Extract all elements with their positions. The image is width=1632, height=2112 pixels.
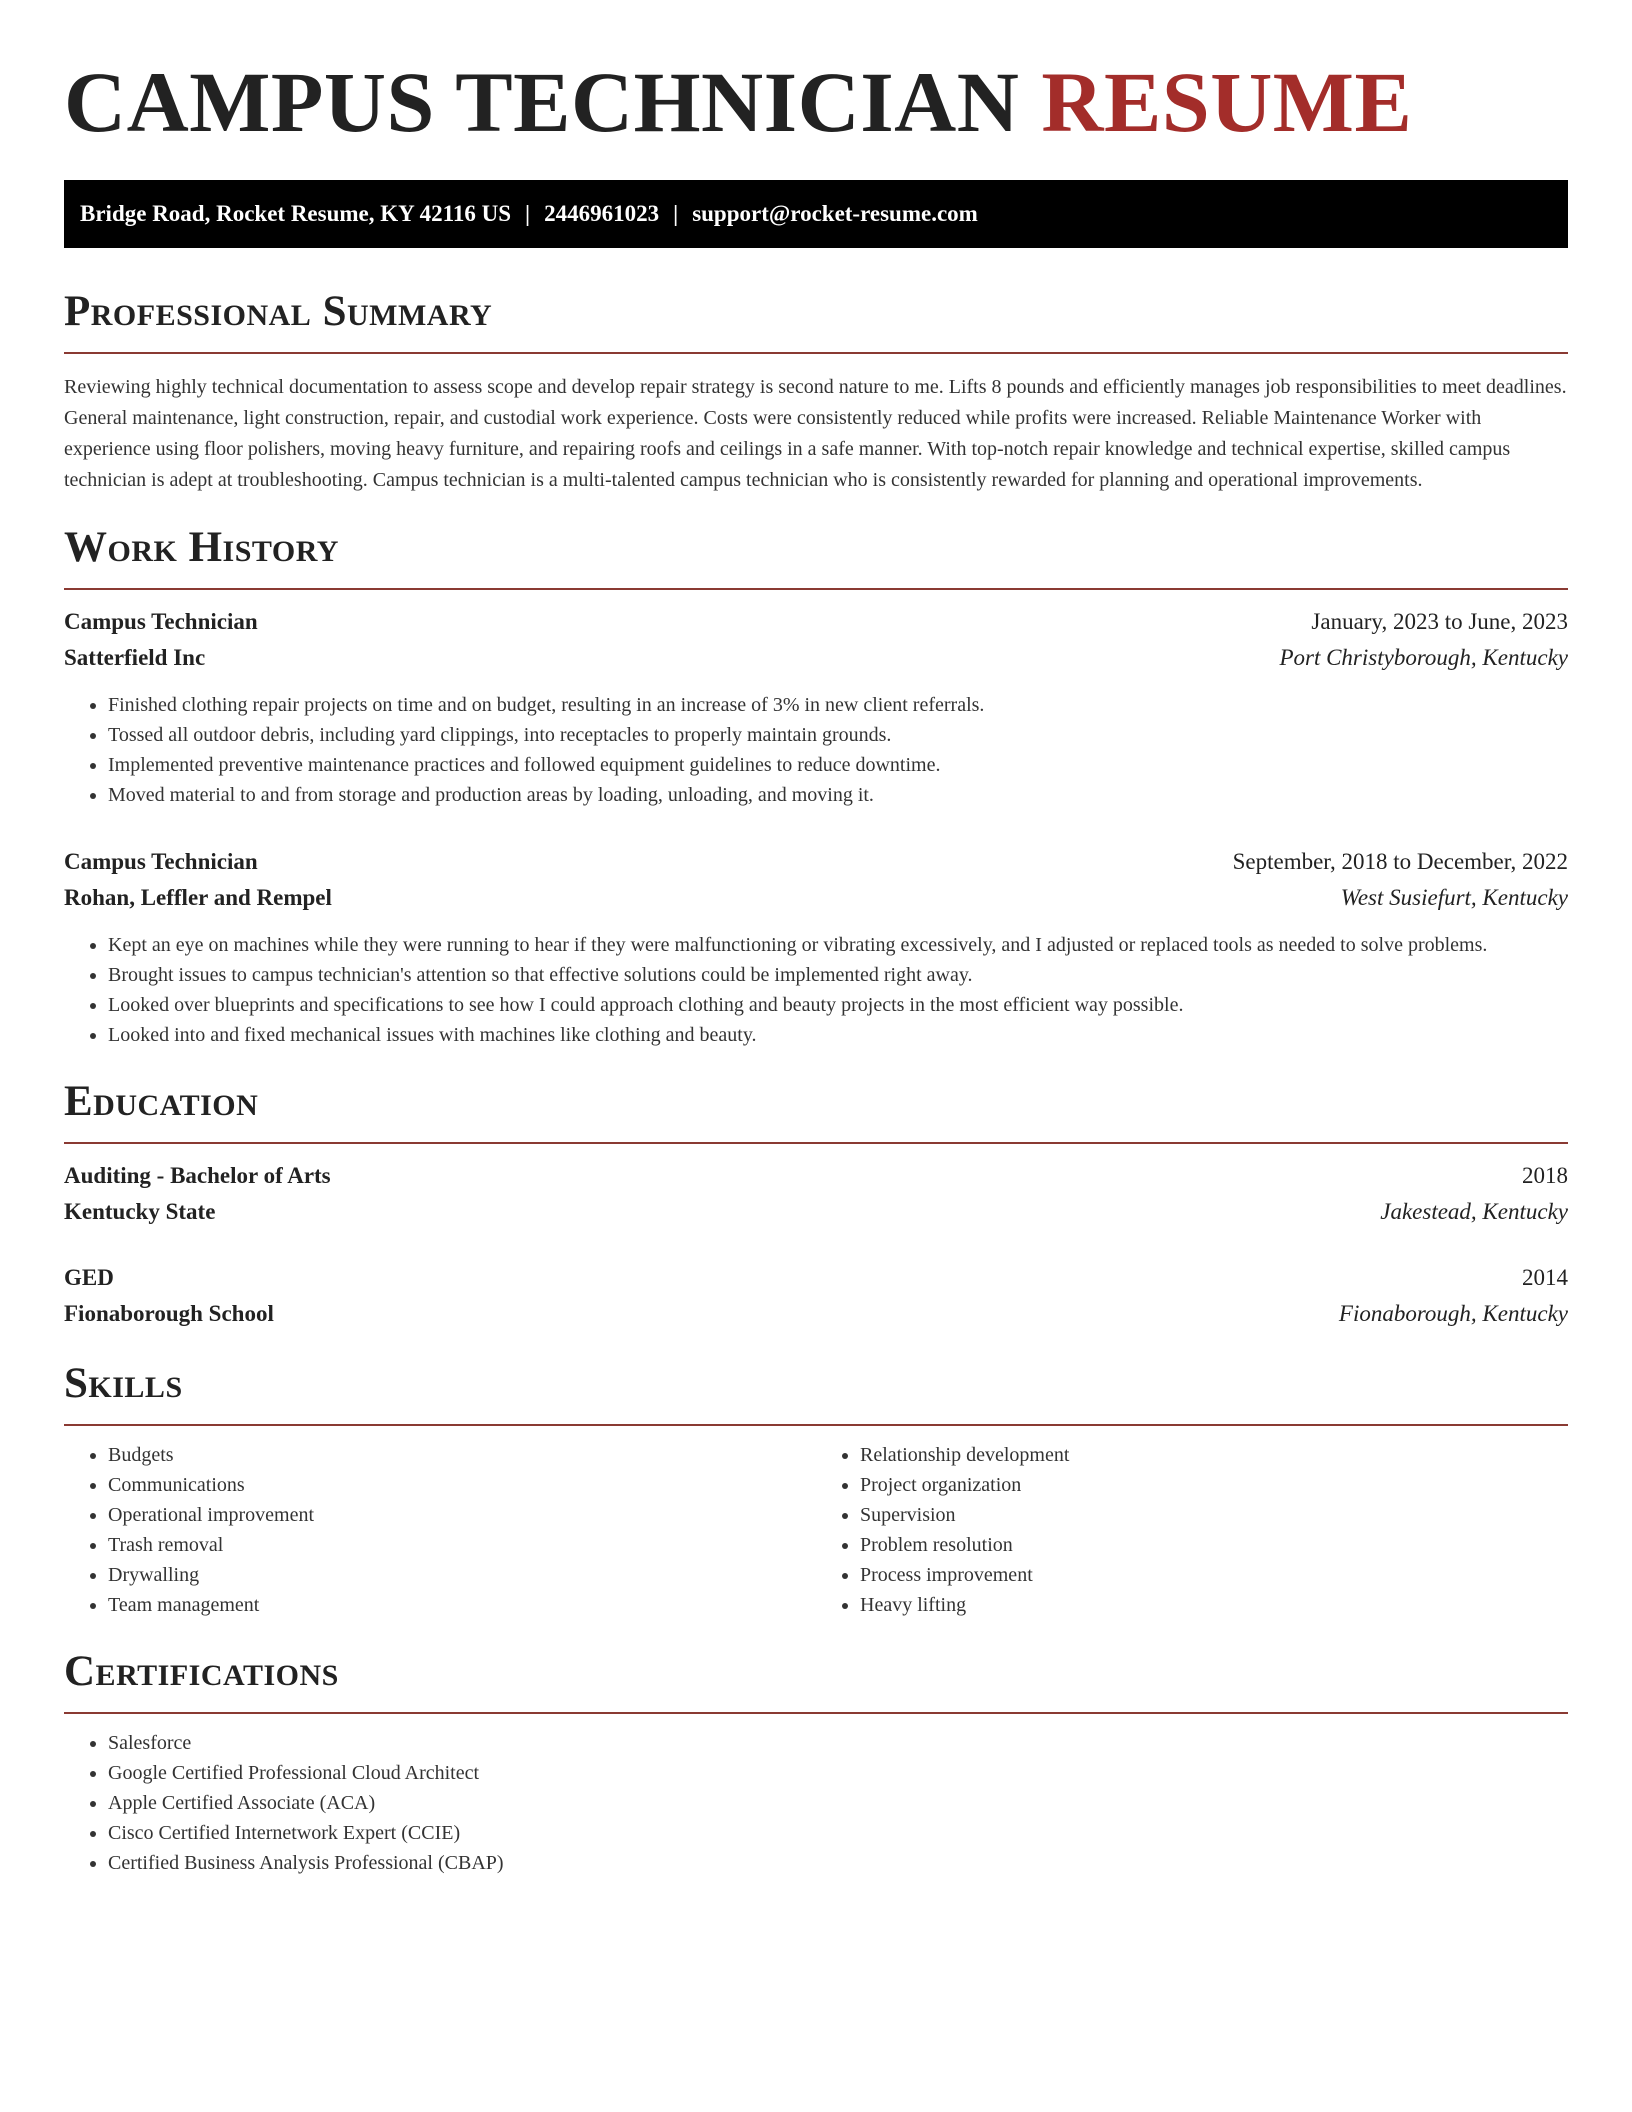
skills-section bbox=[64, 1360, 1568, 1620]
education-school-row bbox=[64, 1296, 1568, 1332]
skill-item: • Budgets bbox=[108, 1440, 816, 1470]
skill-item: • Relationship development bbox=[860, 1440, 1568, 1470]
certification-item: • Cisco Certified Internetwork Expert (CCIE) bbox=[108, 1818, 1568, 1848]
job-company-row bbox=[64, 640, 1568, 676]
job-bullets bbox=[64, 690, 1568, 810]
job-bullet: • Brought issues to campus technician's attention so that effective solutions could be implemented right away. bbox=[108, 960, 1568, 990]
skill-item: • Trash removal bbox=[108, 1530, 816, 1560]
job-bullet: • Implemented preventive maintenance practices and followed equipment guidelines to reduce downtime. bbox=[108, 750, 1568, 780]
title-accent: RESUME bbox=[1041, 54, 1413, 150]
education-year: 2018 bbox=[1522, 1163, 1568, 1188]
education-heading: Education bbox=[64, 1078, 259, 1125]
skill-item: • Drywalling bbox=[108, 1560, 816, 1590]
education-year: 2014 bbox=[1522, 1265, 1568, 1290]
education-entry bbox=[64, 1260, 1568, 1332]
job-bullet: • Looked into and fixed mechanical issues with machines like clothing and beauty. bbox=[108, 1020, 1568, 1050]
work-history-heading: Work History bbox=[64, 524, 339, 571]
job-title: Campus Technician bbox=[64, 849, 258, 874]
job-dates: September, 2018 to December, 2022 bbox=[1232, 849, 1568, 874]
resume-title bbox=[64, 52, 1568, 152]
job-bullet: • Moved material to and from storage and production areas by loading, unloading, and moving it. bbox=[108, 780, 1568, 810]
job-title-row bbox=[64, 844, 1568, 880]
section-divider bbox=[64, 588, 1568, 590]
job-title: Campus Technician bbox=[64, 609, 258, 634]
job-bullets bbox=[64, 930, 1568, 1050]
section-divider bbox=[64, 1424, 1568, 1426]
summary-heading: Professional Summary bbox=[64, 288, 493, 335]
certification-item: • Salesforce bbox=[108, 1728, 1568, 1758]
title-main: CAMPUS TECHNICIAN bbox=[64, 54, 1020, 150]
skill-item: • Operational improvement bbox=[108, 1500, 816, 1530]
skill-item: • Process improvement bbox=[860, 1560, 1568, 1590]
job-title-row bbox=[64, 604, 1568, 640]
skills-list-right bbox=[816, 1440, 1568, 1620]
job-company: Satterfield Inc bbox=[64, 645, 206, 670]
contact-separator: | bbox=[525, 201, 531, 226]
summary-text: Reviewing highly technical documentation to assess scope and develop repair strategy is second nature to me. Lifts 8 pounds and efficiently manages job responsibilities to meet deadlines. General maintenance, light construction, repair, and custodial work experience. Costs were consistently reduced while profits were increased. Reliable Maintenance Worker with experience using floor polishers, moving heavy furniture, and repairing roofs and ceilings in a safe manner. With top-notch repair knowledge and technical expertise, skilled campus technician is adept at troubleshooting. Campus technician is a multi-talented campus technician who is consistently rewarded for planning and operational improvements. bbox=[64, 376, 1567, 491]
education-school: Kentucky State bbox=[64, 1199, 216, 1224]
skills-heading: Skills bbox=[64, 1360, 183, 1407]
education-degree: Auditing - Bachelor of Arts bbox=[64, 1163, 331, 1188]
certifications-heading: Certifications bbox=[64, 1648, 339, 1695]
skill-item: • Project organization bbox=[860, 1470, 1568, 1500]
section-divider bbox=[64, 352, 1568, 354]
education-degree-row bbox=[64, 1158, 1568, 1194]
contact-address: Bridge Road, Rocket Resume, KY 42116 US bbox=[80, 201, 512, 226]
skill-item: • Problem resolution bbox=[860, 1530, 1568, 1560]
skills-grid bbox=[64, 1440, 1568, 1620]
job-dates: January, 2023 to June, 2023 bbox=[1311, 609, 1568, 634]
education-section bbox=[64, 1078, 1568, 1332]
certifications-section bbox=[64, 1648, 1568, 1878]
education-degree: GED bbox=[64, 1265, 114, 1290]
contact-separator: | bbox=[673, 201, 679, 226]
job-entry bbox=[64, 604, 1568, 810]
certification-item: • Apple Certified Associate (ACA) bbox=[108, 1788, 1568, 1818]
skill-item: • Team management bbox=[108, 1590, 816, 1620]
job-company-row bbox=[64, 880, 1568, 916]
education-entry bbox=[64, 1158, 1568, 1230]
job-entry bbox=[64, 844, 1568, 1050]
work-history-section bbox=[64, 524, 1568, 1050]
skill-item: • Communications bbox=[108, 1470, 816, 1500]
education-location: Fionaborough, Kentucky bbox=[1338, 1301, 1568, 1326]
job-location: Port Christyborough, Kentucky bbox=[1279, 645, 1568, 670]
job-bullet: • Tossed all outdoor debris, including yard clippings, into receptacles to properly maintain grounds. bbox=[108, 720, 1568, 750]
skill-item: • Heavy lifting bbox=[860, 1590, 1568, 1620]
skill-item: • Supervision bbox=[860, 1500, 1568, 1530]
education-school-row bbox=[64, 1194, 1568, 1230]
certification-item: • Google Certified Professional Cloud Architect bbox=[108, 1758, 1568, 1788]
certification-item: • Certified Business Analysis Professional (CBAP) bbox=[108, 1848, 1568, 1878]
education-school: Fionaborough School bbox=[64, 1301, 274, 1326]
job-company: Rohan, Leffler and Rempel bbox=[64, 885, 332, 910]
skills-list-left bbox=[64, 1440, 816, 1620]
summary-section bbox=[64, 288, 1568, 496]
job-bullet: • Kept an eye on machines while they were running to hear if they were malfunctioning or vibrating excessively, and I adjusted or replaced tools as needed to solve problems. bbox=[108, 930, 1568, 960]
section-divider bbox=[64, 1142, 1568, 1144]
education-degree-row bbox=[64, 1260, 1568, 1296]
education-location: Jakestead, Kentucky bbox=[1380, 1199, 1568, 1224]
contact-email: support@rocket-resume.com bbox=[692, 201, 978, 226]
certifications-list bbox=[64, 1728, 1568, 1878]
job-location: West Susiefurt, Kentucky bbox=[1340, 885, 1568, 910]
contact-phone: 2446961023 bbox=[544, 201, 660, 226]
job-bullet: • Looked over blueprints and specifications to see how I could approach clothing and beauty projects in the most efficient way possible. bbox=[108, 990, 1568, 1020]
contact-bar bbox=[64, 180, 1568, 248]
section-divider bbox=[64, 1712, 1568, 1714]
job-bullet: • Finished clothing repair projects on time and on budget, resulting in an increase of 3% in new client referrals. bbox=[108, 690, 1568, 720]
